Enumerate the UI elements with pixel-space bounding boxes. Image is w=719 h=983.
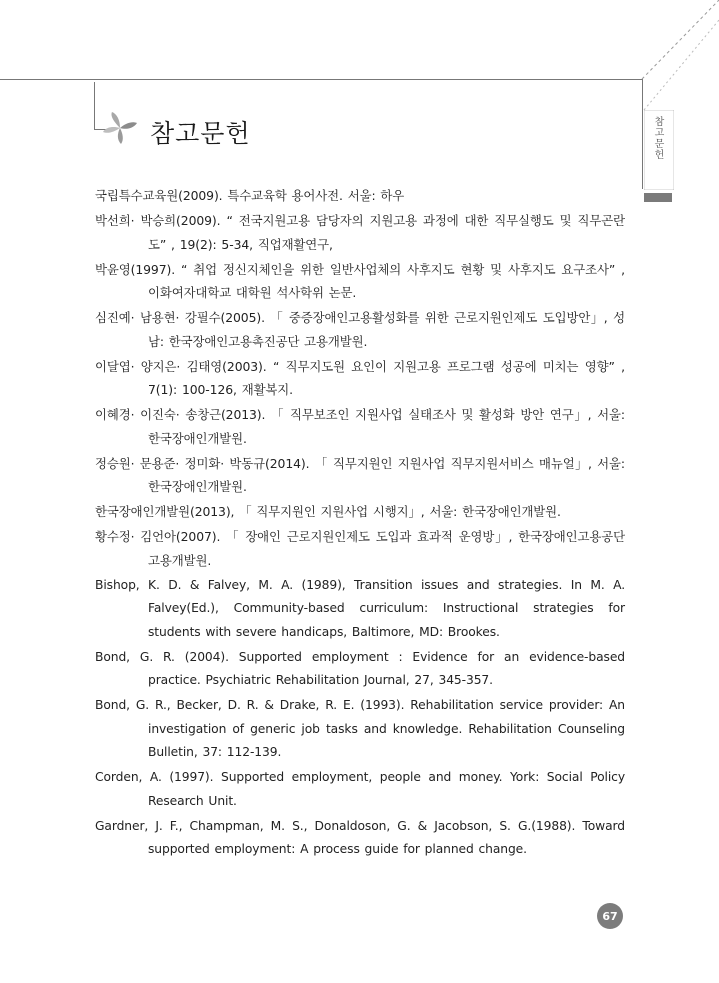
- leaf-ornament-icon: [100, 110, 140, 146]
- reference-list: [95, 184, 625, 863]
- title-bracket: [94, 82, 95, 130]
- reference-entry: Bond, G. R., Becker, D. R. & Drake, R. E. (1993). Rehabilitation service provider: An investigation of generic job tasks and knowledge. Rehabilitation Counseling Bulletin, 37: 112-139.: [95, 698, 625, 759]
- reference-entry: 박윤영(1997). “ 취업 정신지체인을 위한 일반사업체의 사후지도 현황 및 사후지도 요구조사” , 이화여자대학교 대학원 석사학위 논문.: [95, 261, 625, 300]
- reference-entry: 한국장애인개발원(2013), 「 직무지원인 지원사업 시행지」, 서울: 한국장애인개발원.: [95, 504, 561, 519]
- reference-entry: 박선희· 박승희(2009). “ 전국지원고용 담당자의 지원고용 과정에 대한 직무실행도 및 직무곤란도” , 19(2): 5-34, 직업재활연구,: [95, 213, 625, 252]
- reference-entry: Bond, G. R. (2004). Supported employment : Evidence for an evidence-based practice. Psychiatric Rehabilitation Journal, 27, 345-357.: [95, 649, 625, 687]
- reference-entry: 황수정· 김언아(2007). 「 장애인 근로지원인제도 도입과 효과적 운영방」, 한국장애인고용공단 고용개발원.: [95, 529, 625, 568]
- reference-entry: Gardner, J. F., Champman, M. S., Donaldoson, G. & Jacobson, S. G.(1988). Toward supported employment: A process guide for planned change.: [95, 818, 625, 856]
- page-title: 참고문헌: [150, 119, 251, 148]
- reference-entry: 정승원· 문용준· 정미화· 박동규(2014). 「 직무지원인 지원사업 직무지원서비스 매뉴얼」, 서울: 한국장애인개발원.: [95, 455, 625, 494]
- reference-entry: Corden, A. (1997). Supported employment, people and money. York: Social Policy Research Unit.: [95, 770, 625, 808]
- reference-entry: 이달엽· 양지은· 김태영(2003). “ 직무지도원 요인이 지원고용 프로그램 성공에 미치는 영향” , 7(1): 100-126, 재활복지.: [95, 358, 625, 397]
- side-tab-marker: [644, 193, 672, 202]
- reference-entry: 이혜경· 이진숙· 송창근(2013). 「 직무보조인 지원사업 실태조사 및 활성화 방안 연구」, 서울: 한국장애인개발원.: [95, 407, 625, 446]
- reference-entry: 심진예· 남용현· 강필수(2005). 「 중증장애인고용활성화를 위한 근로지원인제도 도입방안」, 성남: 한국장애인고용촉진공단 고용개발원.: [95, 310, 625, 349]
- corner-fold-decoration: [640, 0, 719, 110]
- reference-entry: Bishop, K. D. & Falvey, M. A. (1989), Transition issues and strategies. In M. A. Falvey(Ed.), Community-based curriculum: Instructional strategies for students with severe handicaps, Baltimore, MD: Brookes.: [95, 577, 625, 639]
- page-number-badge: 67: [597, 903, 623, 929]
- side-tab-label: 참고문헌: [652, 116, 663, 160]
- reference-entry: 국립특수교육원(2009). 특수교육학 용어사전. 서울: 하우: [95, 188, 405, 203]
- header-rule: [0, 79, 642, 80]
